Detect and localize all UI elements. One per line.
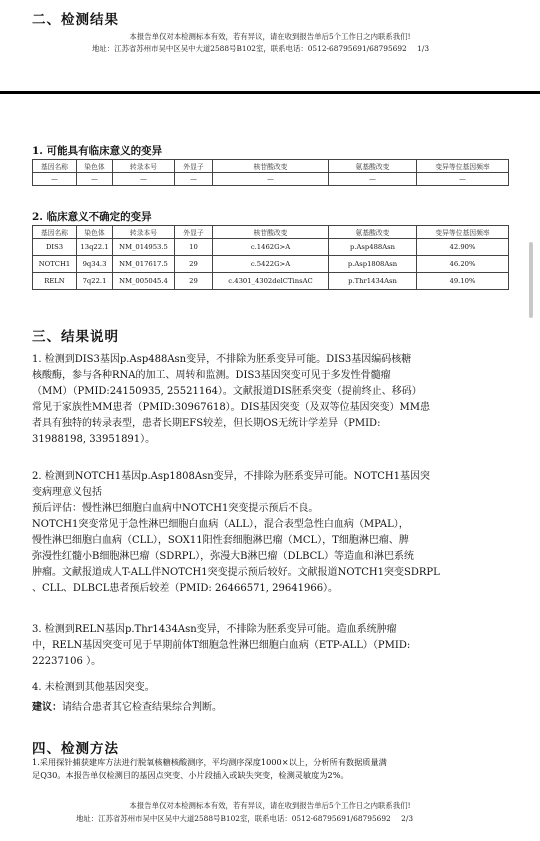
table-header-row: [33, 160, 509, 173]
table-cell: RELN: [33, 273, 77, 290]
text-line: 4. 未检测到其他基因突变。: [32, 682, 155, 693]
col-transcript: 转录本号: [113, 160, 175, 173]
text-line: （MM）（PMID:24150935, 25521164）。文献报道DIS胚系突变（提前终止、移码）: [32, 386, 422, 397]
table-cell: NM_014953.5: [113, 239, 175, 256]
col-exon: 外显子: [175, 160, 213, 173]
table-cell: NOTCH1: [33, 256, 77, 273]
table-cell: —: [329, 173, 417, 186]
table-cell: 46.20%: [417, 256, 509, 273]
col-gene: 基因名称: [33, 226, 77, 239]
table-cell: p.Asp488Asn: [329, 239, 417, 256]
suggestion-text: 请结合患者其它检查结果综合判断。: [62, 702, 222, 713]
text-line: NOTCH1突变常见于急性淋巴细胞白血病（ALL），混合表型急性白血病（MPAL），: [32, 519, 409, 530]
suggestion: [32, 700, 510, 716]
page-divider: [0, 91, 540, 94]
text-line: 2. 检测到NOTCH1基因p.Asp1808Asn变异，不排除为胚系变异可能。NOTCH1基因突: [32, 471, 431, 482]
col-exon: 外显子: [175, 226, 213, 239]
table-cell: p.Thr1434Asn: [329, 273, 417, 290]
explanation-paragraph-2: [32, 469, 510, 597]
address-text: 地址：江苏省苏州市吴中区吴中大道2588号B102室，联系电话：0512-68795691/68795692: [92, 44, 407, 53]
report-address: [92, 43, 429, 54]
text-line: 3. 检测到RELN基因p.Thr1434Asn变异，不排除为胚系变异可能。造血系统肿瘤: [32, 624, 397, 635]
col-transcript: 转录本号: [113, 226, 175, 239]
table-cell: —: [77, 173, 113, 186]
section-title-explanation: 三、结果说明: [32, 329, 119, 345]
section-title-method: 四、检测方法: [32, 741, 119, 757]
text-line: 1. 检测到DIS3基因p.Asp488Asn变异，不排除为胚系变异可能。DIS3基因编码核糖: [32, 354, 412, 365]
clinical-variants-table: [32, 159, 509, 186]
table-cell: 7q22.1: [77, 273, 113, 290]
col-amino-acid: 氨基酸改变: [329, 160, 417, 173]
uncertain-variants-table: [32, 225, 509, 290]
uncertain-variants-title: 2. 临床意义不确定的变异: [32, 211, 152, 223]
table-cell: 9q34.3: [77, 256, 113, 273]
table-cell: p.Asp1808Asn: [329, 256, 417, 273]
table-cell: —: [175, 173, 213, 186]
suggestion-label: 建议：: [32, 702, 62, 713]
table-row: [33, 173, 509, 186]
table-cell: 10: [175, 239, 213, 256]
text-line: 1.采用探针捕获建库方法进行脱氧核糖核酸测序，平均测序深度1000×以上，分析所有数据质量满: [32, 757, 387, 767]
clinical-variants-title: 1. 可能具有临床意义的变异: [32, 145, 163, 157]
table-cell: c.5422G>A: [213, 256, 329, 273]
text-line: 中，RELN基因突变可见于早期前体T细胞急性淋巴细胞白血病（ETP-ALL）（PMID:: [32, 640, 411, 651]
table-row: [33, 273, 509, 290]
table-cell: 49.10%: [417, 273, 509, 290]
table-cell: 13q22.1: [77, 239, 113, 256]
col-nucleotide: 核苷酸改变: [213, 160, 329, 173]
text-line: 、CLL、DLBCL患者预后较差（PMID: 26466571, 29641966）。: [32, 583, 339, 594]
text-line: 弥漫性红髓小B细胞淋巴瘤（SDRPL），弥漫大B淋巴瘤（DLBCL）等造血和淋巴系统: [32, 551, 414, 562]
table-cell: —: [33, 173, 77, 186]
table-cell: 29: [175, 256, 213, 273]
table-cell: NM_017617.5: [113, 256, 175, 273]
text-line: 变病理意义包括: [32, 487, 102, 498]
text-line: 22237106 ）。: [32, 656, 102, 667]
table-cell: —: [113, 173, 175, 186]
text-line: 核酸酶，参与各种RNA的加工、周转和监测。DIS3基因突变可见于多发性骨髓瘤: [32, 370, 391, 381]
report-notice: 本报告单仅对本检测标本有效，若有异议，请在收到报告单后5个工作日之内联系我们!: [129, 32, 411, 41]
col-chromosome: 染色体: [77, 226, 113, 239]
method-paragraph: [32, 756, 512, 782]
text-line: 慢性淋巴细胞白血病（CLL），SOX11阳性套细胞淋巴瘤（MCL），T细胞淋巴瘤、脾: [32, 535, 409, 546]
table-row: [33, 256, 509, 273]
explanation-paragraph-1: [32, 352, 510, 448]
table-cell: —: [417, 173, 509, 186]
section-title-results: 二、检测结果: [32, 12, 119, 28]
table-cell: c.1462G>A: [213, 239, 329, 256]
text-line: 31988198, 33951891）。: [32, 434, 156, 445]
col-vaf: 变异等位基因频率: [417, 226, 509, 239]
explanation-paragraph-4: [32, 680, 510, 696]
col-chromosome: 染色体: [77, 160, 113, 173]
page-number: 2/3: [401, 814, 414, 823]
text-line: 预后评估：慢性淋巴细胞白血病中NOTCH1突变提示预后不良。: [32, 503, 319, 514]
table-row: [33, 239, 509, 256]
table-cell: NM_005045.4: [113, 273, 175, 290]
col-amino-acid: 氨基酸改变: [329, 226, 417, 239]
scrollbar-thumb[interactable]: [529, 242, 533, 318]
table-cell: DIS3: [33, 239, 77, 256]
explanation-paragraph-3: [32, 622, 510, 670]
table-cell: —: [213, 173, 329, 186]
address-text: 地址：江苏省苏州市吴中区吴中大道2588号B102室，联系电话：0512-68795691/68795692: [76, 814, 391, 823]
col-nucleotide: 核苷酸改变: [213, 226, 329, 239]
text-line: 肿瘤。文献报道成人T-ALL伴NOTCH1突变提示预后较好。文献报道NOTCH1突变SDRPL: [32, 567, 440, 578]
table-cell: c.4301_4302delCTinsAC: [213, 273, 329, 290]
table-cell: 29: [175, 273, 213, 290]
footer-notice: 本报告单仅对本检测标本有效，若有异议，请在收到报告单后5个工作日之内联系我们!: [129, 801, 411, 810]
table-header-row: [33, 226, 509, 239]
col-vaf: 变异等位基因频率: [417, 160, 509, 173]
text-line: 足Q30。本报告单仅检测目的基因点突变、小片段插入或缺失突变，检测灵敏度为2%。: [32, 770, 349, 780]
text-line: 常见于家族性MM患者（PMID:30967618）。DIS基因突变（及双等位基因突变）MM患: [32, 402, 430, 413]
footer-address: [76, 813, 413, 824]
table-cell: 42.90%: [417, 239, 509, 256]
page-number: 1/3: [417, 44, 430, 53]
text-line: 者具有独特的转录表型，患者长期EFS较差，但长期OS无统计学差异（PMID:: [32, 418, 381, 429]
col-gene: 基因名称: [33, 160, 77, 173]
